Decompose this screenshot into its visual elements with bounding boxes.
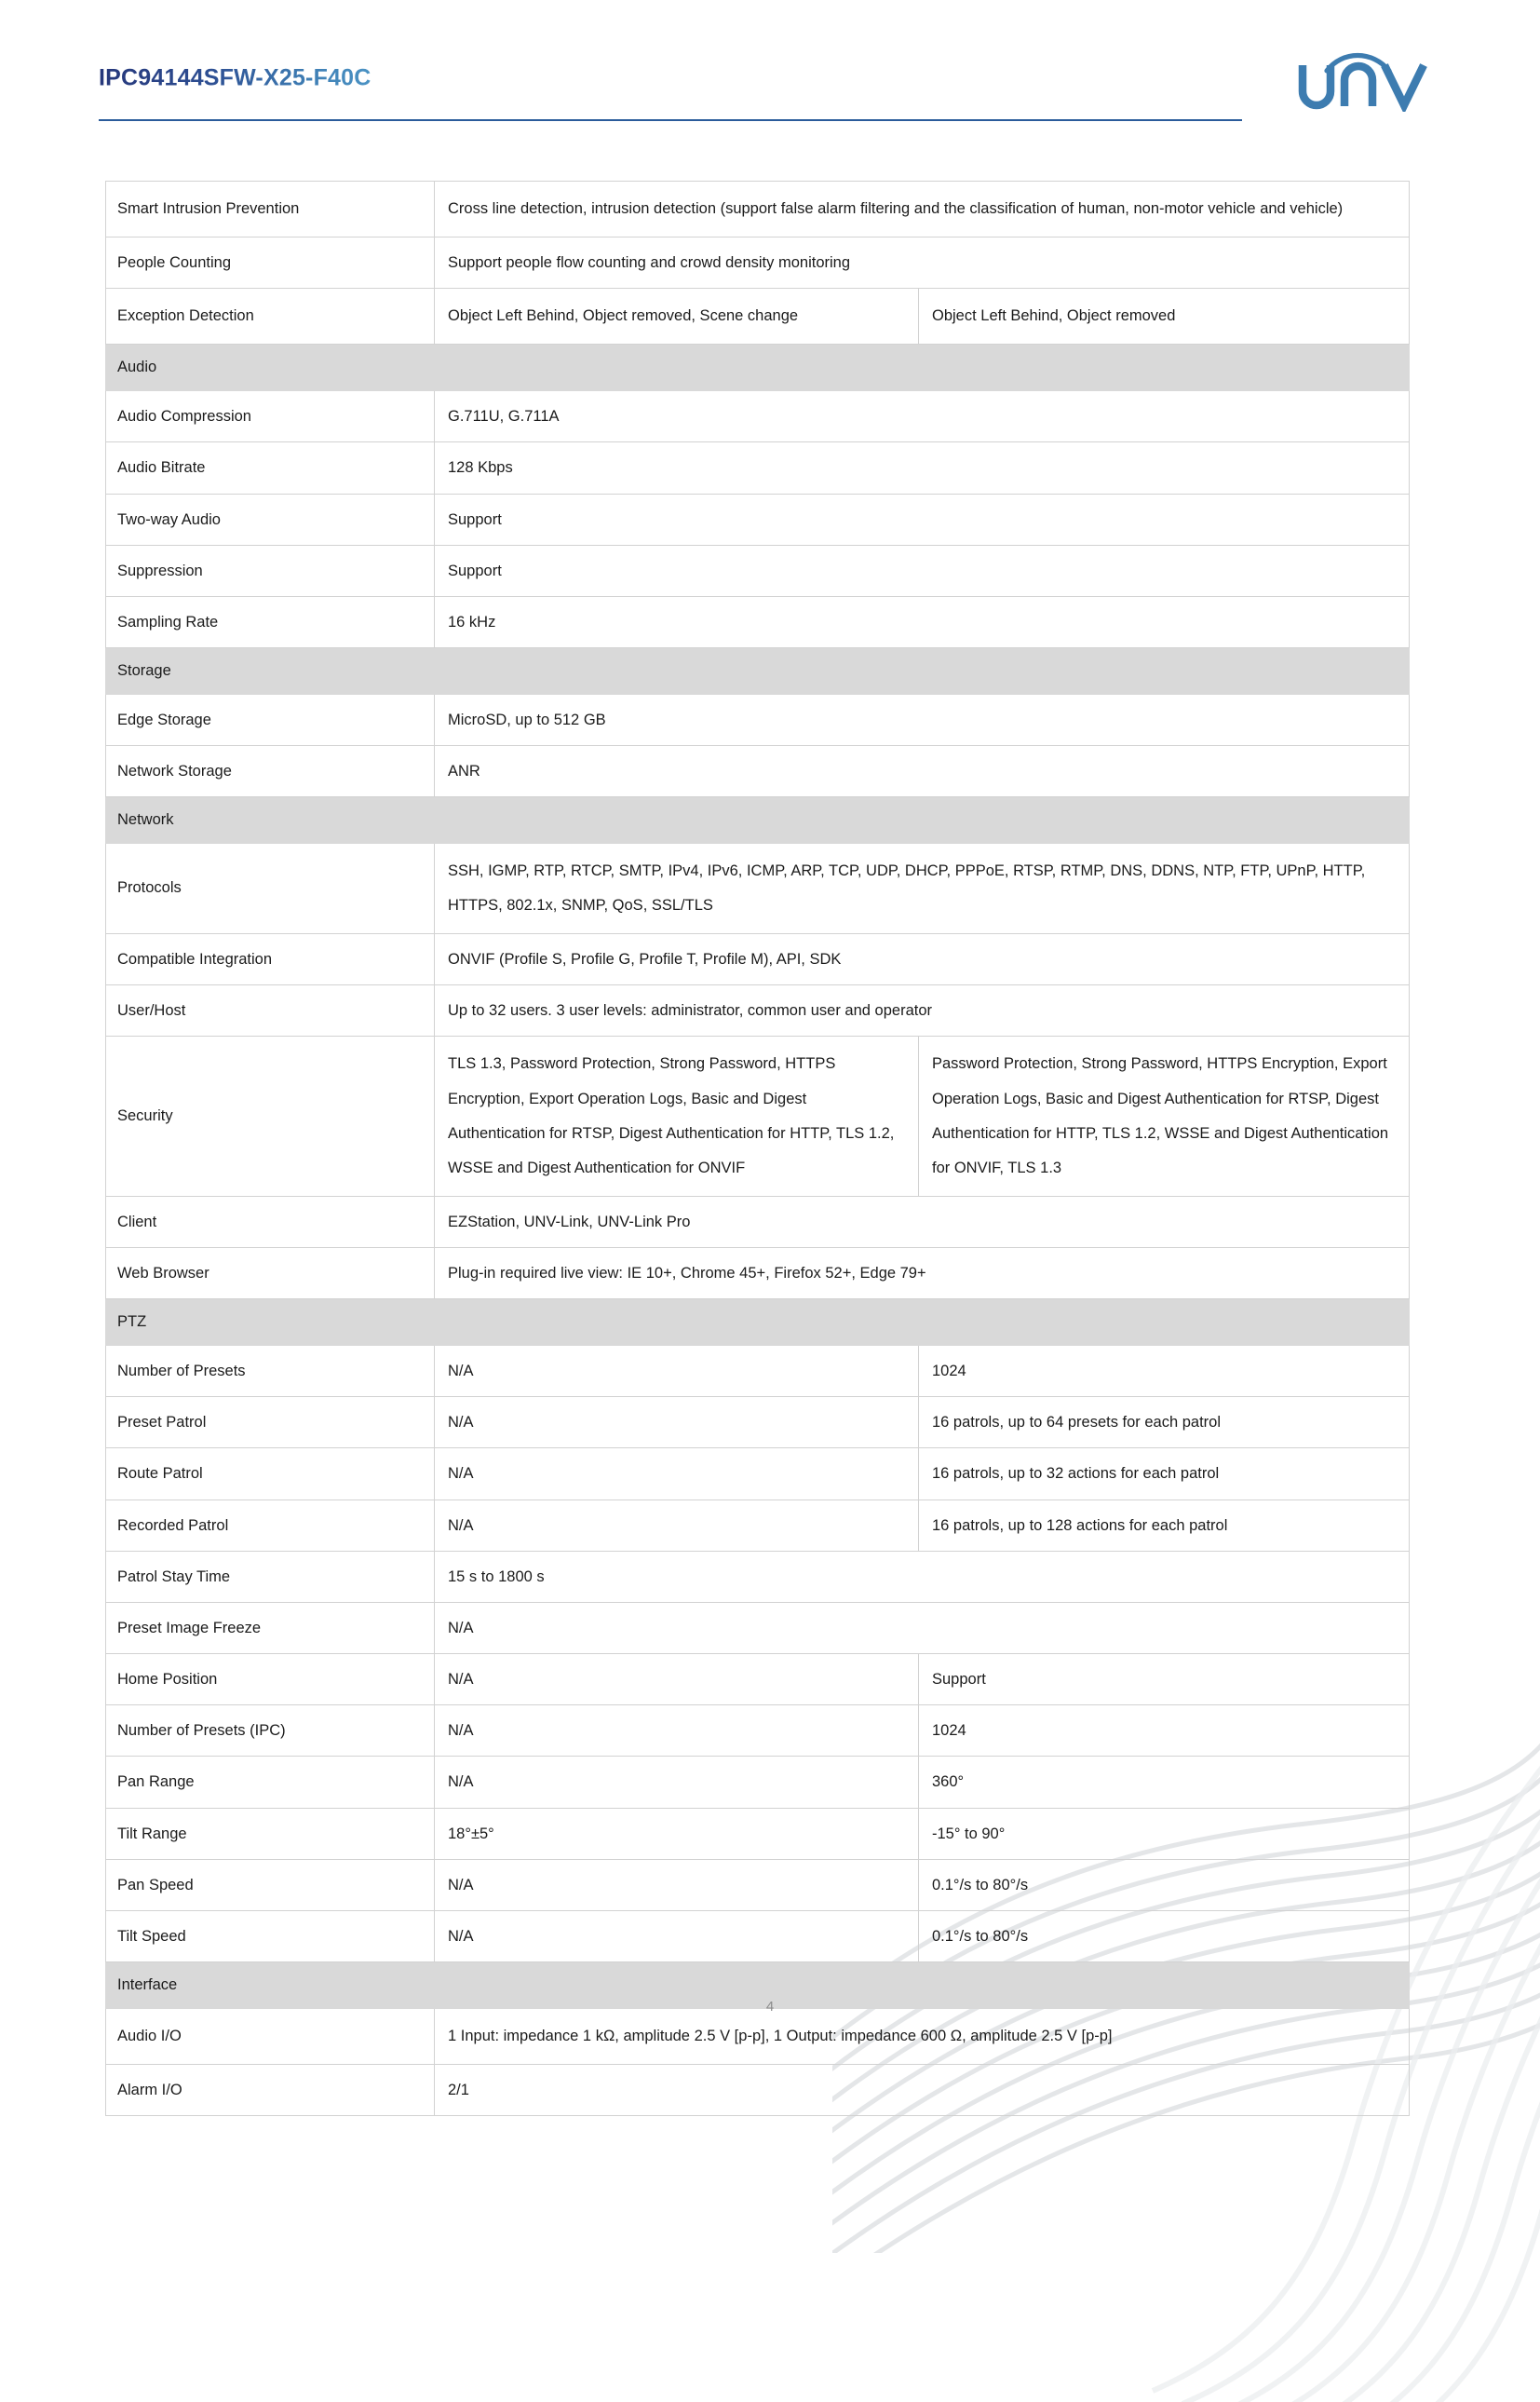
row-value-primary: N/A: [435, 1397, 919, 1448]
row-label: Exception Detection: [106, 289, 435, 345]
table-row: [106, 1196, 1410, 1247]
table-row: [106, 545, 1410, 596]
row-value: MicroSD, up to 512 GB: [435, 694, 1410, 745]
page-number: 4: [765, 1999, 775, 2015]
table-row: [106, 1859, 1410, 1910]
table-row: [106, 1757, 1410, 1808]
table-row: [106, 1397, 1410, 1448]
table-row: [106, 391, 1410, 442]
row-value-primary: N/A: [435, 1757, 919, 1808]
row-value-secondary: 16 patrols, up to 64 presets for each patrol: [919, 1397, 1410, 1448]
table-row: [106, 182, 1410, 237]
section-label: PTZ: [106, 1299, 1410, 1346]
section-label: Interface: [106, 1962, 1410, 2009]
row-label: Number of Presets (IPC): [106, 1705, 435, 1757]
table-row: [106, 985, 1410, 1037]
row-value: Up to 32 users. 3 user levels: administrator, common user and operator: [435, 985, 1410, 1037]
table-section-header: [106, 345, 1410, 391]
table-row: [106, 1602, 1410, 1653]
table-row: [106, 1654, 1410, 1705]
row-value-secondary: -15° to 90°: [919, 1808, 1410, 1859]
table-row: [106, 745, 1410, 796]
table-row: [106, 289, 1410, 345]
row-value: Plug-in required live view: IE 10+, Chrome 45+, Firefox 52+, Edge 79+: [435, 1248, 1410, 1299]
table-section-header: [106, 648, 1410, 695]
section-label: Storage: [106, 648, 1410, 695]
section-label: Network: [106, 797, 1410, 844]
row-value-secondary: Object Left Behind, Object removed: [919, 289, 1410, 345]
table-row: [106, 694, 1410, 745]
row-label: Client: [106, 1196, 435, 1247]
row-value: 16 kHz: [435, 596, 1410, 647]
table-row: [106, 1551, 1410, 1602]
table-row: [106, 1705, 1410, 1757]
row-label: Tilt Range: [106, 1808, 435, 1859]
row-value: Cross line detection, intrusion detection (support false alarm filtering and the classification of human, non-motor vehicle and vehicle): [435, 182, 1410, 237]
row-label: User/Host: [106, 985, 435, 1037]
row-label: Edge Storage: [106, 694, 435, 745]
specifications-table: [105, 181, 1410, 2116]
row-value: EZStation, UNV-Link, UNV-Link Pro: [435, 1196, 1410, 1247]
row-label: Smart Intrusion Prevention: [106, 182, 435, 237]
row-value-primary: N/A: [435, 1705, 919, 1757]
row-value-primary: Object Left Behind, Object removed, Scene change: [435, 289, 919, 345]
row-label: Tilt Speed: [106, 1910, 435, 1961]
row-value: Support: [435, 545, 1410, 596]
row-value: ONVIF (Profile S, Profile G, Profile T, Profile M), API, SDK: [435, 934, 1410, 985]
row-value-primary: N/A: [435, 1448, 919, 1500]
row-label: Pan Speed: [106, 1859, 435, 1910]
row-value-secondary: 0.1°/s to 80°/s: [919, 1910, 1410, 1961]
row-label: Pan Range: [106, 1757, 435, 1808]
row-value: 128 Kbps: [435, 442, 1410, 494]
table-row: [106, 494, 1410, 545]
table-section-header: [106, 797, 1410, 844]
row-value-secondary: 0.1°/s to 80°/s: [919, 1859, 1410, 1910]
row-value-secondary: 16 patrols, up to 128 actions for each patrol: [919, 1500, 1410, 1551]
row-label: Home Position: [106, 1654, 435, 1705]
table-row: [106, 1248, 1410, 1299]
row-label: Preset Image Freeze: [106, 1602, 435, 1653]
row-value: SSH, IGMP, RTP, RTCP, SMTP, IPv4, IPv6, ICMP, ARP, TCP, UDP, DHCP, PPPoE, RTSP, RTMP, DNS, DDNS, NTP, FTP, UPnP, HTTP, HTTPS, 802.1x, SNMP, QoS, SSL/TLS: [435, 843, 1410, 933]
row-label: Recorded Patrol: [106, 1500, 435, 1551]
table-row: [106, 237, 1410, 289]
row-value-secondary: 16 patrols, up to 32 actions for each patrol: [919, 1448, 1410, 1500]
row-label: People Counting: [106, 237, 435, 289]
row-label: Alarm I/O: [106, 2065, 435, 2116]
row-value: 2/1: [435, 2065, 1410, 2116]
row-label: Patrol Stay Time: [106, 1551, 435, 1602]
row-value: G.711U, G.711A: [435, 391, 1410, 442]
row-label: Compatible Integration: [106, 934, 435, 985]
row-value: Support: [435, 494, 1410, 545]
table-row: [106, 2008, 1410, 2064]
row-label: Security: [106, 1037, 435, 1197]
row-label: Network Storage: [106, 745, 435, 796]
row-value: N/A: [435, 1602, 1410, 1653]
row-value-primary: N/A: [435, 1859, 919, 1910]
row-label: Preset Patrol: [106, 1397, 435, 1448]
row-value-primary: N/A: [435, 1346, 919, 1397]
row-label: Protocols: [106, 843, 435, 933]
row-value-primary: TLS 1.3, Password Protection, Strong Password, HTTPS Encryption, Export Operation Logs, Basic and Digest Authentication for RTSP, Digest Authentication for HTTP, TLS 1.2, WSSE and Digest Authentication for ONVIF: [435, 1037, 919, 1197]
table-row: [106, 2065, 1410, 2116]
table-row: [106, 1910, 1410, 1961]
row-value: 15 s to 1800 s: [435, 1551, 1410, 1602]
row-label: Sampling Rate: [106, 596, 435, 647]
table-section-header: [106, 1299, 1410, 1346]
row-value-secondary: 1024: [919, 1705, 1410, 1757]
unv-logo: [1285, 37, 1451, 112]
table-row: [106, 1346, 1410, 1397]
table-row: [106, 596, 1410, 647]
row-value-primary: 18°±5°: [435, 1808, 919, 1859]
table-row: [106, 843, 1410, 933]
row-label: Route Patrol: [106, 1448, 435, 1500]
row-value-primary: N/A: [435, 1500, 919, 1551]
table-row: [106, 1500, 1410, 1551]
row-label: Audio Compression: [106, 391, 435, 442]
table-row: [106, 1808, 1410, 1859]
row-label: Suppression: [106, 545, 435, 596]
row-value-secondary: 360°: [919, 1757, 1410, 1808]
row-value: ANR: [435, 745, 1410, 796]
header-divider: [99, 119, 1242, 121]
page-title: IPC94144SFW-X25-F40C: [99, 64, 371, 91]
row-value-secondary: Password Protection, Strong Password, HTTPS Encryption, Export Operation Logs, Basic and Digest Authentication for RTSP, Digest Authentication for HTTP, TLS 1.2, WSSE and Digest Authentication for ONVIF, TLS 1.3: [919, 1037, 1410, 1197]
table-row: [106, 1448, 1410, 1500]
row-value-primary: N/A: [435, 1654, 919, 1705]
row-value-secondary: Support: [919, 1654, 1410, 1705]
page-header: [0, 0, 1540, 140]
table-row: [106, 934, 1410, 985]
row-label: Two-way Audio: [106, 494, 435, 545]
row-label: Number of Presets: [106, 1346, 435, 1397]
row-label: Web Browser: [106, 1248, 435, 1299]
row-label: Audio Bitrate: [106, 442, 435, 494]
row-value-primary: N/A: [435, 1910, 919, 1961]
section-label: Audio: [106, 345, 1410, 391]
row-label: Audio I/O: [106, 2008, 435, 2064]
row-value: 1 Input: impedance 1 kΩ, amplitude 2.5 V [p-p], 1 Output: impedance 600 Ω, amplitude 2.5 V [p-p]: [435, 2008, 1410, 2064]
row-value: Support people flow counting and crowd density monitoring: [435, 237, 1410, 289]
row-value-secondary: 1024: [919, 1346, 1410, 1397]
table-row: [106, 442, 1410, 494]
table-row: [106, 1037, 1410, 1197]
